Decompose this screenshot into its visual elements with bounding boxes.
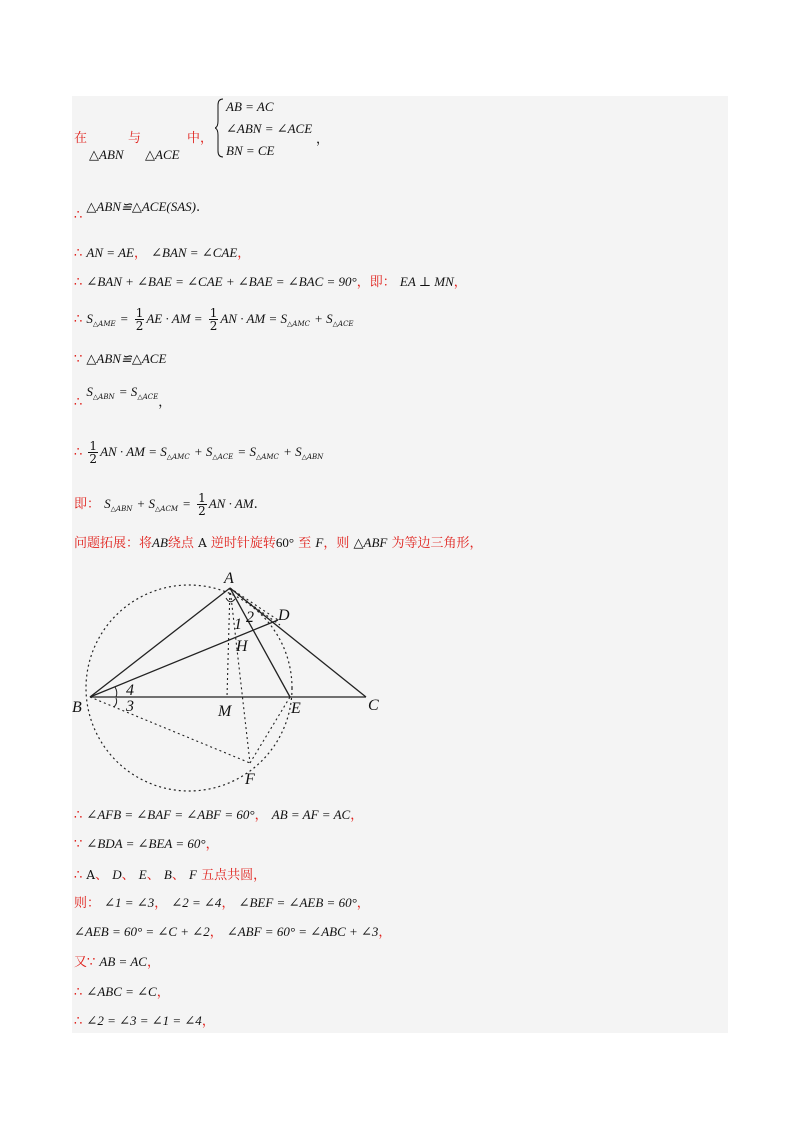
fraction-half [209, 307, 219, 332]
math-angles-equal: ∠2 = ∠3 = ∠1 = ∠4 [86, 1013, 202, 1028]
separator: 、 [146, 868, 160, 883]
math-ae-am: AE · AM = [146, 311, 203, 326]
text-rotate: 逆时针旋转 [210, 536, 276, 551]
subscript: △AMC [287, 320, 310, 328]
label-3: 3 [126, 698, 134, 715]
area-s: S [104, 496, 111, 511]
comma: ， [154, 896, 168, 911]
line-bda-bea [74, 835, 219, 854]
line-right-angle [74, 273, 467, 292]
math-60: 60° [275, 535, 295, 550]
therefore-symbol: ∴ [74, 312, 83, 327]
line-aeb-abf [74, 923, 391, 942]
therefore-symbol: ∴ [74, 395, 83, 410]
math-bda-bea: ∠BDA = ∠BEA = 60° [86, 836, 206, 851]
line-abc-c [74, 983, 170, 1002]
point-f: F [315, 535, 324, 550]
line-equilateral [74, 806, 363, 825]
label-f: F [245, 771, 255, 788]
line-congruent [74, 198, 201, 223]
triangle-abn-label [89, 146, 124, 165]
math-ab-af-ac: AB = AF = AC [271, 807, 351, 822]
equals-s: = S [118, 384, 138, 399]
math-an-am: AN · AM = S [100, 444, 167, 459]
text-zai: 在 [74, 131, 88, 146]
label-4: 4 [126, 682, 134, 699]
math-an-am: AN · AM = S [220, 311, 287, 326]
subscript: △ABN [92, 393, 115, 401]
triangle-ace-label [145, 146, 180, 165]
denominator: 2 [209, 319, 218, 333]
math-ab: AB [152, 535, 168, 550]
period: . [253, 497, 258, 512]
comma: ， [254, 808, 268, 823]
label-h: H [236, 638, 248, 655]
separator: 、 [171, 868, 185, 883]
fraction-half [197, 492, 207, 517]
comma: ， [156, 985, 170, 1000]
subscript: △ABN [301, 453, 324, 461]
math-ace: △ACE [145, 147, 180, 162]
area-s: S [86, 311, 93, 326]
line-also [74, 953, 160, 972]
line-an-ae [74, 244, 250, 263]
system-eq-3: BN = CE [226, 143, 275, 158]
subscript: △AMC [255, 453, 279, 461]
math-abf: △ABF [353, 535, 388, 550]
text-ji: 即： [74, 497, 101, 512]
segment-ab [90, 588, 230, 697]
plus-s: + S [136, 496, 156, 511]
text-equilateral: 为等边三角形， [391, 536, 483, 551]
point-b: B [163, 867, 172, 882]
math-perpendicular: EA ⊥ MN [399, 274, 454, 289]
comma-wrap [316, 131, 329, 149]
text-around: 绕点 [167, 536, 194, 551]
line-extension [74, 534, 482, 553]
point-a: A [198, 536, 207, 550]
math-an-ae: AN = AE [86, 245, 134, 260]
subscript: △AME [92, 320, 116, 328]
label-2: 2 [246, 609, 254, 626]
comma: ， [201, 1014, 215, 1029]
angle-arc-a [226, 598, 235, 602]
angle-arc-4 [115, 687, 117, 697]
subscript: △ACE [332, 320, 354, 328]
text-zhong-wrap [187, 130, 213, 148]
because-symbol: ∵ [74, 352, 83, 367]
math-abf: ∠ABF = 60° = ∠ABC + ∠3 [226, 924, 379, 939]
math-aeb: ∠AEB = 60° = ∠C + ∠2 [74, 924, 210, 939]
comma: ， [237, 246, 251, 261]
text-yu-wrap [128, 130, 141, 148]
denominator: 2 [198, 504, 206, 518]
plus-s: + S [314, 311, 333, 326]
left-brace [215, 97, 225, 159]
text-zhong: 中， [187, 131, 214, 146]
comma: ， [133, 246, 147, 261]
comma: ， [350, 808, 364, 823]
comma: ， [158, 395, 172, 410]
separator: 、 [95, 868, 109, 883]
dotted-am [227, 588, 230, 697]
line-conclusion [74, 492, 258, 518]
comma: ， [453, 275, 467, 290]
label-c: C [368, 697, 379, 714]
area-s: S [86, 384, 93, 399]
therefore-symbol: ∴ [74, 985, 83, 1000]
therefore-symbol: ∴ [74, 1014, 83, 1029]
subscript: △ACE [137, 393, 159, 401]
subscript: △ACM [155, 505, 179, 513]
comma: ， [356, 896, 370, 911]
point-e: E [138, 867, 147, 882]
line-area-ame [74, 307, 354, 333]
line-area-sum [74, 440, 323, 466]
line-final [74, 1012, 215, 1031]
comma: ， [209, 925, 223, 940]
subscript: △ACE [212, 453, 234, 461]
label-d: D [278, 607, 290, 624]
therefore-symbol: ∴ [74, 445, 83, 460]
segment-bd [90, 620, 278, 697]
point-a: A [86, 868, 96, 882]
equals-s: = S [237, 444, 256, 459]
text-ji: ，即： [356, 275, 396, 290]
math-abn: △ABN [89, 147, 124, 162]
math-bef-aeb: ∠BEF = ∠AEB = 60° [238, 895, 357, 910]
comma: ， [316, 132, 330, 147]
line-area-equal [74, 383, 172, 410]
denominator: 2 [135, 319, 144, 333]
numerator: 1 [135, 306, 144, 320]
math-congruent: △ABN≌△ACE(SAS) [86, 199, 197, 214]
text-then: ，则 [323, 536, 350, 551]
label-m: M [218, 703, 232, 720]
label-e: E [291, 700, 301, 717]
fraction-half [135, 307, 145, 332]
therefore-symbol: ∴ [74, 808, 83, 823]
plus-s: + S [193, 444, 213, 459]
dotted-fe [250, 697, 290, 763]
equals: = [119, 311, 129, 326]
line-then [74, 894, 370, 913]
text-yu: 与 [128, 131, 142, 146]
label-1: 1 [234, 616, 242, 633]
plus-s: + S [283, 444, 302, 459]
therefore-symbol: ∴ [74, 868, 83, 883]
system-eq-2: ∠ABN = ∠ACE [226, 121, 313, 136]
denominator: 2 [89, 452, 98, 466]
math-angle-eq: ∠BAN = ∠CAE [151, 245, 238, 260]
period: . [196, 200, 201, 215]
dotted-circle [86, 585, 292, 791]
label-b: B [72, 699, 82, 716]
math-congruent: △ABN≌△ACE [86, 351, 167, 366]
therefore-symbol: ∴ [74, 275, 83, 290]
text-ze: 则： [74, 896, 101, 911]
comma: ， [146, 955, 160, 970]
system-eq-1: AB = AC [226, 99, 274, 114]
comma: ， [378, 925, 392, 940]
angle-arc-3 [114, 698, 117, 707]
text-five-points: 五点共圆， [201, 868, 267, 883]
fraction-half [88, 440, 98, 465]
subscript: △AMC [166, 453, 190, 461]
math-angle-sum: ∠BAN + ∠BAE = ∠CAE + ∠BAE = ∠BAC = 90° [86, 274, 357, 289]
comma: ， [205, 837, 219, 852]
point-d: D [112, 867, 122, 882]
separator: 、 [121, 868, 135, 883]
because-symbol: ∵ [74, 837, 83, 852]
numerator: 1 [89, 439, 98, 453]
math-ab-ac: AB = AC [99, 954, 147, 969]
numerator: 1 [209, 306, 218, 320]
subscript: △ABN [110, 505, 133, 513]
text-also-because: 又∵ [74, 955, 96, 970]
math-angles-60: ∠AFB = ∠BAF = ∠ABF = 60° [86, 807, 255, 822]
label-a: A [224, 570, 234, 587]
equals: = [182, 496, 191, 511]
line-congruence-setup [74, 130, 87, 148]
comma: ， [221, 896, 235, 911]
math-an-am: AN · AM [208, 496, 254, 511]
math-1-3: ∠1 = ∠3 [104, 895, 155, 910]
therefore-symbol: ∴ [74, 246, 83, 261]
line-concyclic [74, 866, 266, 885]
math-abc-c: ∠ABC = ∠C [86, 984, 157, 999]
line-because-congruent [74, 350, 166, 369]
point-f: F [189, 867, 197, 882]
geometry-figure [70, 565, 400, 795]
text-extension: 问题拓展：将 [74, 536, 153, 551]
math-2-4: ∠2 = ∠4 [171, 895, 222, 910]
numerator: 1 [198, 491, 206, 505]
therefore-symbol: ∴ [74, 208, 83, 223]
text-to: 至 [298, 536, 312, 551]
